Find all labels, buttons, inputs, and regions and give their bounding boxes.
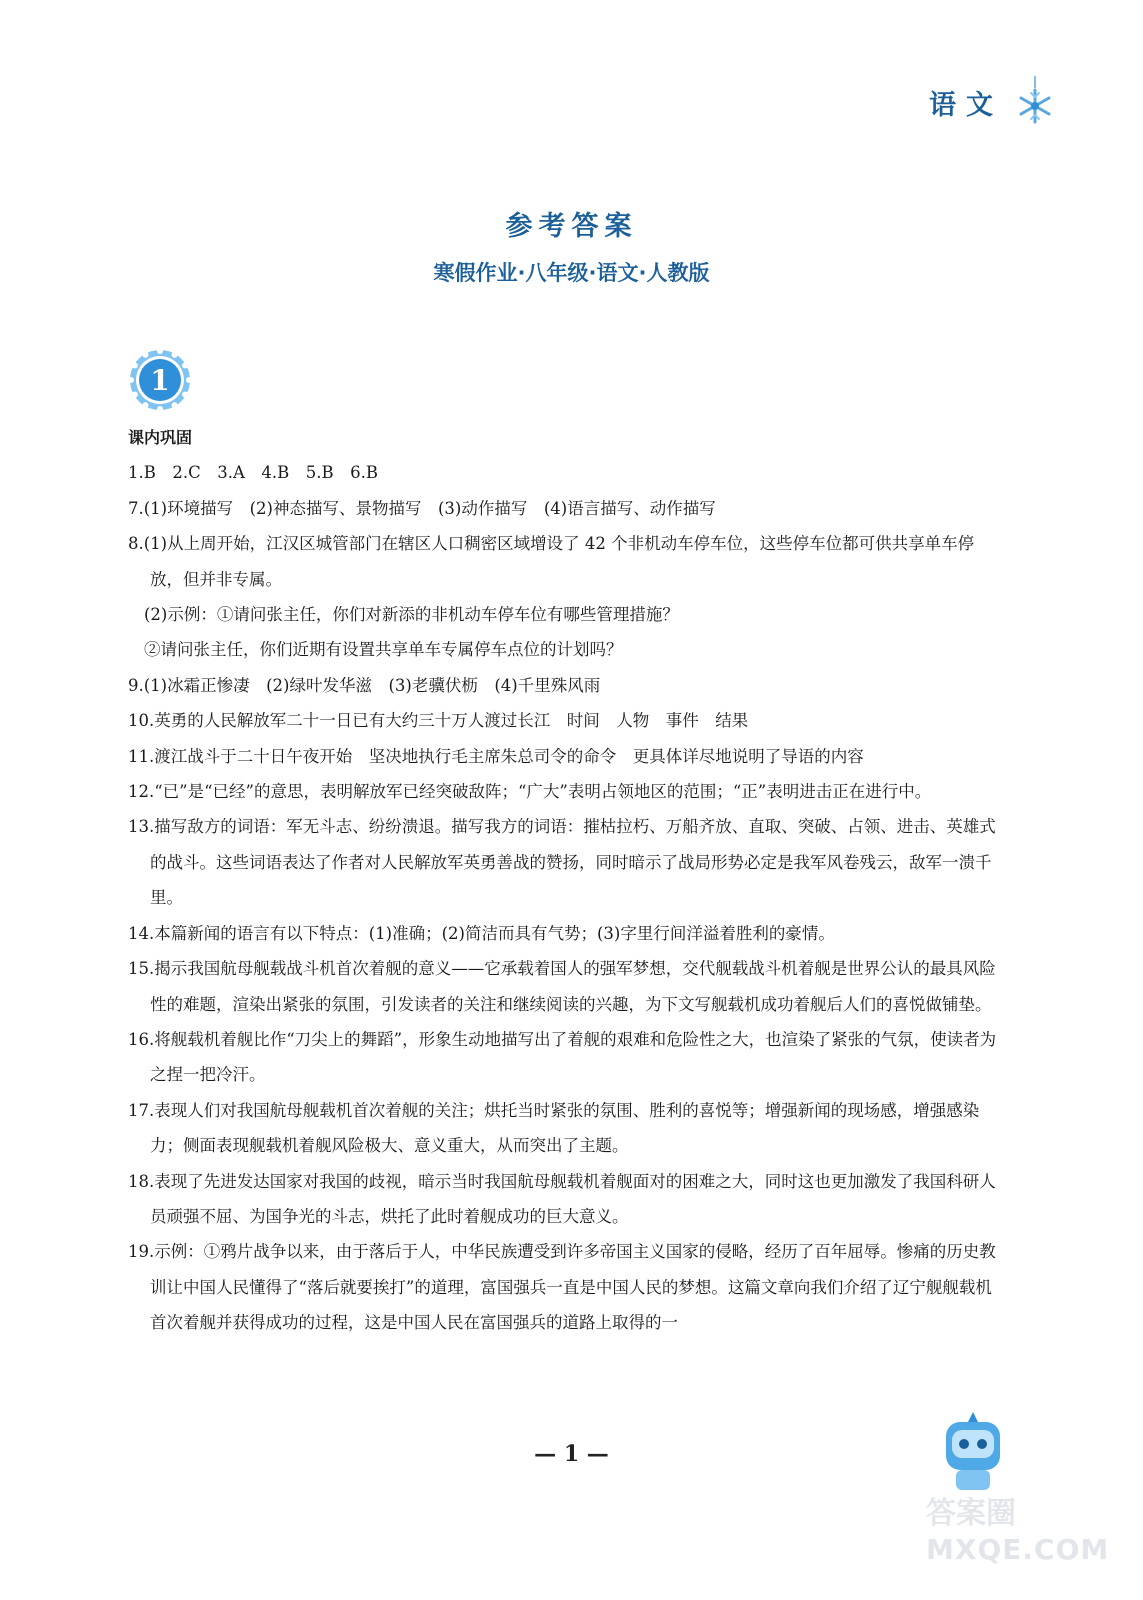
answer-item: 14.本篇新闻的语言有以下特点：(1)准确；(2)简洁而具有气势；(3)字里行间洋溢着胜利的豪情。 [128,923,835,943]
answer-item: 1.B 2.C 3.A 4.B 5.B 6.B [128,463,378,483]
answer-item: ②请问张主任，你们近期有设置共享单车专属停车点位的计划吗？ [144,640,623,660]
answer-item: 10.英勇的人民解放军二十一日已有大约三十万人渡过长江 时间 人物 事件 结果 [128,711,749,731]
answer-item: 17.表现人们对我国航母舰载机首次着舰的关注；烘托当时紧张的氛围、胜利的喜悦等；增强新闻的现场感，增强感染力；侧面表现舰载机着舰风险极大、意义重大，从而突出了主题。 [128,1100,980,1156]
answer-item: (2)示例：①请问张主任，你们对新添的非机动车停车位有哪些管理措施？ [144,605,679,625]
page-header [929,76,1057,128]
subject-label: 语文 [929,89,1003,121]
answer-item: 18.表现了先进发达国家对我国的歧视，暗示当时我国航母舰载机着舰面对的困难之大，同时这也更加激发了我国科研人员顽强不屈、为国争光的斗志，烘托了此时着舰成功的巨大意义。 [128,1171,996,1226]
watermark-url: MXQE.COM [926,1533,1110,1566]
answer-item: 16.将舰载机着舰比作“刀尖上的舞蹈”，形象生动地描写出了着舰的艰难和危险性之大，也渲染了紧张的气氛，使读者为之捏一把冷汗。 [128,1029,997,1085]
answer-item: 8.(1)从上周开始，江汉区城管部门在辖区人口稠密区域增设了 42 个非机动车停车位，这些停车位都可供共享单车停放，但并非专属。 [128,534,975,589]
page-number: — 1 — [534,1441,609,1467]
answer-item: 19.示例：①鸦片战争以来，由于落后于人，中华民族遭受到许多帝国主义国家的侵略，经历了百年屈辱。惨痛的历史教训让中国人民懂得了“落后就要挨打”的道理，富国强兵一直是中国人民的梦想。这篇文章向我们介绍了辽宁舰舰载机首次着舰并获得成功的过程，这是中国人民在富国强兵的道路上取得的一 [128,1242,996,1333]
badge-number: 1 [150,364,170,397]
page-title: 参考答案 [505,211,638,242]
answer-item: 11.渡江战斗于二十日午夜开始 坚决地执行毛主席朱总司令的命令 更具体详尽地说明了导语的内容 [128,746,864,766]
numbered-seal-icon [128,348,192,412]
answer-item: 13.描写敌方的词语：军无斗志、纷纷溃退。描写我方的词语：摧枯拉朽、万船齐放、直取、突破、占领、进击、英雄式的战斗。这些词语表达了作者对人民解放军英勇善战的赞扬，同时暗示了战局形势必定是我军风卷残云，敌军一溃千里。 [128,817,996,908]
answer-item: 7.(1)环境描写 (2)神态描写、景物描写 (3)动作描写 (4)语言描写、动作描写 [128,498,716,518]
watermark [926,1496,1109,1568]
title-block [0,204,1143,287]
answer-content [128,420,1006,1341]
snowflake-icon [1013,76,1057,128]
section-label: 课内巩固 [128,428,193,447]
answer-item: 15.揭示我国航母舰载战斗机首次着舰的意义——它承载着国人的强军梦想，交代舰载战斗机着舰是世界公认的最具风险性的难题，渲染出紧张的氛围，引发读者的关注和继续阅读的兴趣，为下文写舰载机成功着舰后人们的喜悦做铺垫。 [128,959,996,1014]
watermark-text: 答案圈 [926,1496,1016,1531]
page-subtitle: 寒假作业·八年级·语文·人教版 [433,261,710,285]
mascot-icon [938,1408,1008,1498]
answer-item: 12.“已”是“已经”的意思，表明解放军已经突破敌阵；“广大”表明占领地区的范围；“正”表明进击正在进行中。 [128,782,932,802]
answer-item: 9.(1)冰霜正惨凄 (2)绿叶发华滋 (3)老骥伏枥 (4)千里殊风雨 [128,675,601,695]
